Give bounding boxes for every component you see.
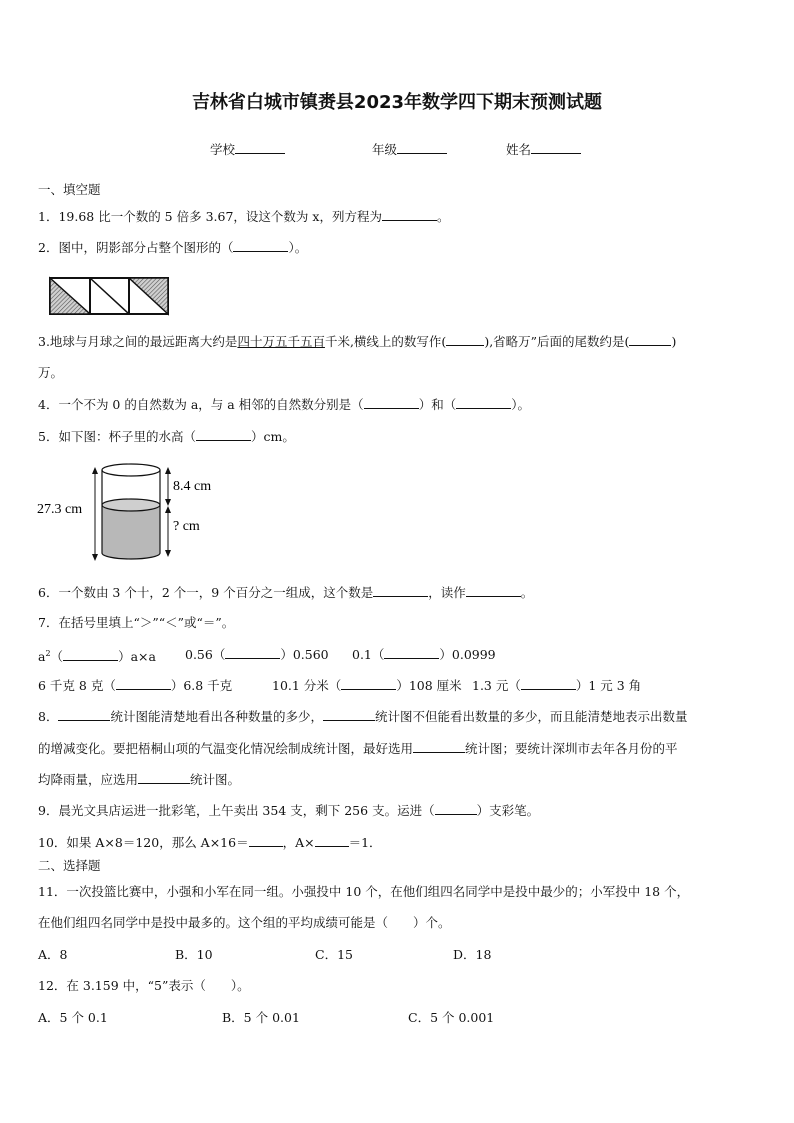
q1-end: 。 — [436, 209, 450, 224]
q7-item-5-b: ）108 厘米 — [396, 678, 462, 693]
question-8-line-2 — [38, 740, 678, 757]
shaded-triangle-left — [50, 278, 90, 314]
q2-text: 2．图中，阴影部分占整个图形的（ — [38, 240, 234, 255]
question-6 — [38, 584, 533, 601]
q2-end: ）。 — [288, 240, 308, 255]
q2-figure — [48, 276, 170, 316]
q9-text: 9．晨光文具店运进一批彩笔，上午卖出 354 支，剩下 256 支。运进（ — [38, 803, 435, 818]
q7-item-5-a: 10.1 分米（ — [272, 678, 342, 693]
q3-blank-2 — [629, 333, 671, 346]
q11-option-c: C．15 — [315, 947, 353, 962]
grade-blank — [397, 141, 447, 154]
q10-text: 10．如果 A×8＝120，那么 A×16＝ — [38, 835, 249, 850]
q8-text-e: 统计图；要统计深圳市去年各月份的平 — [465, 741, 678, 756]
question-11-line-1: 11．一次投篮比赛中，小强和小军在同一组。小强投中 10 个，在他们组四名同学中是投中最少的；小军投中 18 个， — [38, 884, 690, 899]
q6-text-b: ，读作 — [428, 585, 466, 600]
school-label: 学校 — [210, 142, 236, 157]
question-4 — [38, 396, 530, 413]
top-arrow-head-top — [165, 467, 171, 474]
q6-text: 6．一个数由 3 个十，2 个一，9 个百分之一组成，这个数是 — [38, 585, 374, 600]
grade-field — [372, 141, 447, 158]
q8-text-b: 统计图能清楚地看出各种数量的多少， — [110, 709, 323, 724]
q3-underlined: 四十万五千五百 — [237, 334, 325, 349]
q7-item-4-a: 6 千克 8 克（ — [38, 678, 116, 693]
q3-text-d: ) — [671, 334, 677, 349]
q7-item-4 — [38, 677, 232, 694]
q10-blank-2 — [315, 834, 349, 847]
q7-item-6-blank — [521, 677, 576, 690]
q6-blank-2 — [466, 584, 521, 597]
total-arrow-head-bottom — [92, 554, 98, 561]
q7-item-3-blank — [384, 646, 439, 659]
q7-item-1-blank — [63, 648, 118, 661]
q7-item-3-b: ）0.0999 — [439, 647, 496, 662]
question-7: 7．在括号里填上“＞”“＜”或“＝”。 — [38, 615, 235, 630]
q3-text-b: 千米,横线上的数写作( — [324, 334, 447, 349]
section-2-heading: 二、选择题 — [38, 858, 101, 873]
question-5 — [38, 428, 295, 445]
question-3-line-2: 万。 — [38, 365, 64, 380]
q2-blank — [233, 239, 288, 252]
q9-blank — [435, 802, 477, 815]
question-10 — [38, 834, 382, 851]
cup-rim — [102, 464, 160, 476]
q5-blank — [196, 428, 251, 441]
q7-item-1: $a^2$（ ）a×a — [38, 649, 156, 665]
q12-option-b: B．5 个 0.01 — [222, 1010, 300, 1025]
q7-item-3 — [352, 646, 496, 663]
question-11-line-2: 在他们组四名同学中是投中最多的。这个组的平均成绩可能是（ ）个。 — [38, 915, 451, 930]
q7-item-1-b: ）a×a — [118, 649, 156, 665]
q3-text-c: ),省略万”后面的尾数约是( — [484, 334, 630, 349]
q4-text-b: ）和（ — [418, 397, 457, 412]
q7-item-5 — [272, 677, 462, 694]
q7-item-1-paren: （ — [50, 649, 64, 665]
question-8-line-3 — [38, 771, 240, 788]
q8-text-f: 均降雨量，应选用 — [38, 772, 139, 787]
q7-item-4-b: ）6.8 千克 — [170, 678, 233, 693]
q7-item-3-a: 0.1（ — [352, 647, 385, 662]
water-body — [102, 505, 160, 559]
name-label: 姓名 — [506, 142, 532, 157]
question-2 — [38, 239, 307, 256]
total-arrow-head-top — [92, 467, 98, 474]
q8-number: 8． — [38, 709, 59, 724]
q8-blank-1 — [58, 708, 110, 721]
school-blank — [235, 141, 285, 154]
q12-option-a: A．5 个 0.1 — [38, 1010, 108, 1025]
q10-text-b: ，A× — [282, 835, 315, 850]
name-blank — [531, 141, 581, 154]
q3-blank-1 — [446, 333, 484, 346]
q7-item-6-b: ）1 元 3 角 — [575, 678, 642, 693]
water-surface — [102, 499, 160, 511]
q7-item-2-blank — [225, 646, 280, 659]
top-arrow-head-bottom — [165, 499, 171, 506]
water-height-label: ? cm — [173, 519, 200, 534]
q1-blank — [382, 208, 437, 221]
top-gap-label: 8.4 cm — [173, 479, 212, 494]
shaded-triangle-right — [129, 278, 168, 314]
q7-item-6 — [472, 677, 641, 694]
q11-option-d: D．18 — [453, 947, 492, 962]
q7-item-1-a: a — [38, 649, 46, 665]
q3-text: 3.地球与月球之间的最远距离大约是 — [38, 334, 238, 349]
q10-blank-1 — [249, 834, 283, 847]
question-8-line-1 — [38, 708, 687, 725]
q6-blank-1 — [373, 584, 428, 597]
question-12: 12．在 3.159 中，“5”表示（ ）。 — [38, 978, 250, 993]
q7-item-4-blank — [116, 677, 171, 690]
q8-blank-4 — [138, 771, 190, 784]
q7-item-2 — [185, 646, 329, 663]
q7-item-2-b: ）0.560 — [280, 647, 329, 662]
q8-blank-2 — [323, 708, 375, 721]
q1-text: 1．19.68 比一个数的 5 倍多 3.67，设这个数为 x，列方程为 — [38, 209, 382, 224]
water-arrow-head-bottom — [165, 550, 171, 557]
q4-blank-1 — [364, 396, 419, 409]
grade-label: 年级 — [372, 142, 398, 157]
q4-text-c: ）。 — [511, 397, 530, 412]
q9-end: ）支彩笔。 — [476, 803, 540, 818]
section-1-heading: 一、填空题 — [38, 182, 101, 197]
page-title: 吉林省白城市镇赉县2023年数学四下期末预测试题 — [191, 92, 603, 113]
q8-text-g: 统计图。 — [190, 772, 241, 787]
question-9 — [38, 802, 539, 819]
question-3-line-1 — [38, 333, 676, 350]
q7-item-2-a: 0.56（ — [185, 647, 226, 662]
q5-text: 5．如下图：杯子里的水高（ — [38, 429, 196, 444]
q8-text-c: 统计图不但能看出数量的多少，而且能清楚地表示出数量 — [374, 709, 688, 724]
q4-blank-2 — [456, 396, 511, 409]
q11-option-a: A．8 — [38, 947, 68, 962]
q7-item-6-a: 1.3 元（ — [472, 678, 521, 693]
school-field — [210, 141, 285, 158]
water-arrow-head-top — [165, 506, 171, 513]
q5-end: ）cm。 — [250, 429, 295, 444]
name-field — [506, 141, 581, 158]
q12-option-c: C．5 个 0.001 — [408, 1010, 495, 1025]
q6-text-c: 。 — [520, 585, 534, 600]
q4-text: 4．一个不为 0 的自然数为 a，与 a 相邻的自然数分别是（ — [38, 397, 364, 412]
q8-text-d: 的增减变化。要把梧桐山项的气温变化情况绘制成统计图，最好选用 — [38, 741, 414, 756]
q8-blank-3 — [413, 740, 465, 753]
total-height-label: 27.3 cm — [37, 502, 83, 517]
question-1 — [38, 208, 449, 225]
q10-text-c: ＝1． — [348, 835, 382, 850]
figure-diagonal-middle — [90, 278, 129, 314]
q7-item-5-blank — [341, 677, 396, 690]
cup-figure — [36, 460, 226, 565]
q11-option-b: B．10 — [175, 947, 213, 962]
